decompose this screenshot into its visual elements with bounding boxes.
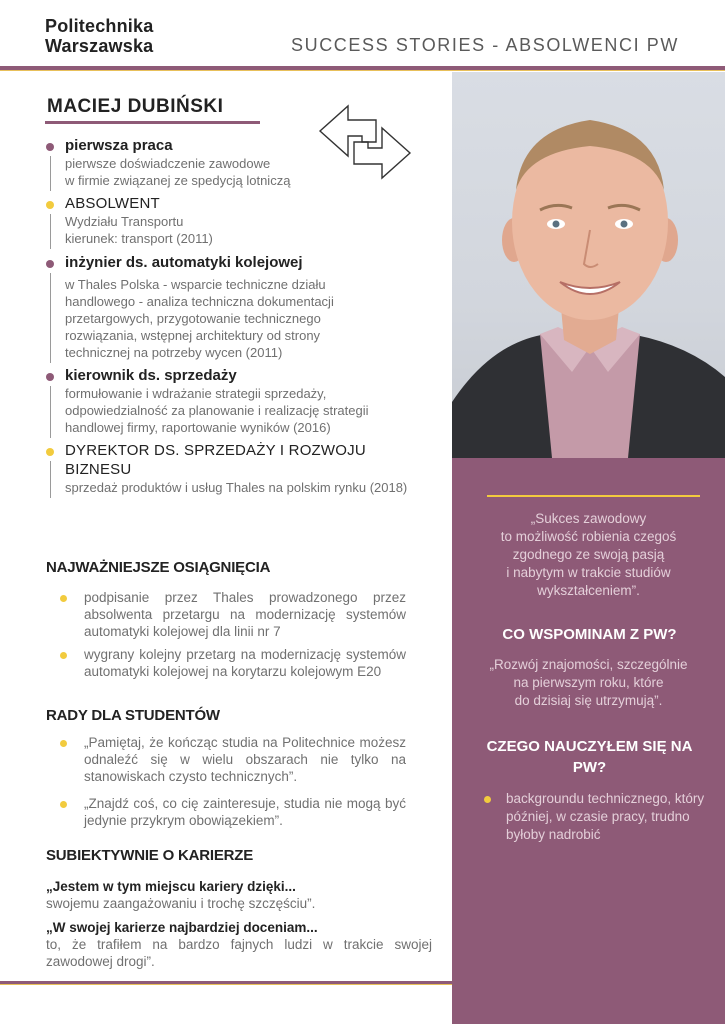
bullet-dot <box>60 801 67 808</box>
quote-line: zgodnego ze swoją pasją <box>512 547 665 562</box>
timeline-dot <box>46 143 54 151</box>
subjective-question: „Jestem w tym miejscu kariery dzięki... <box>46 879 296 894</box>
list-item <box>484 790 714 844</box>
timeline-desc <box>65 155 441 189</box>
career-timeline <box>46 136 441 501</box>
timeline-desc-line: pierwsze doświadczenie zawodowe <box>65 156 271 171</box>
timeline-desc-line: kierunek: transport (2011) <box>65 231 213 246</box>
list-item <box>60 734 406 785</box>
list-item <box>60 589 406 640</box>
quote-line: wykształceniem”. <box>537 583 640 598</box>
list-item <box>60 646 406 680</box>
timeline-desc-line: Wydziału Transportu <box>65 214 184 229</box>
learned-heading: CZEGO NAUCZYŁEM SIĘ NA PW? <box>486 738 693 776</box>
timeline-title: DYREKTOR DS. SPRZEDAŻY I ROZWOJU BIZNESU <box>65 442 366 478</box>
list-item-text: backgroundu technicznego, który później, w czasie pracy, trudno byłoby nadrobić <box>506 791 705 842</box>
quote-line: na pierwszym roku, które <box>513 675 664 690</box>
timeline-desc: w Thales Polska - wsparcie techniczne działu handlowego - analiza techniczna dokumentacji przetargowych, przygotowanie technicznego rozwiązania, wstępnej architektury od strony technicznej na potrzeby wycen (2011) <box>65 277 334 360</box>
timeline-dot <box>46 260 54 268</box>
advice-heading: RADY DLA STUDENTÓW <box>46 707 220 724</box>
timeline-title: pierwsza praca <box>65 137 173 154</box>
list-item-text: „Znajdź coś, co cię zainteresuje, studia nie mogą być jedynie przykrym obowiązekiem”. <box>84 796 406 828</box>
name-underline <box>45 121 260 124</box>
subjective-question: „W swojej karierze najbardziej doceniam... <box>46 920 318 935</box>
page-header-title: SUCCESS STORIES - ABSOLWENCI PW <box>291 35 679 55</box>
timeline-item <box>46 253 441 361</box>
subjective-heading: SUBIEKTYWNIE O KARIERZE <box>46 847 254 864</box>
logo-line1: Politechnika <box>45 16 154 36</box>
achievements-heading: NAJWAŻNIEJSZE OSIĄGNIĘCIA <box>46 559 271 576</box>
achievements-list <box>60 589 406 686</box>
timeline-desc-line: w firmie związanej ze spedycją lotniczą <box>65 173 291 188</box>
success-quote <box>470 510 707 600</box>
timeline-desc <box>65 213 441 247</box>
learned-list <box>484 790 714 844</box>
timeline-title: kierownik ds. sprzedaży <box>65 367 237 384</box>
advice-list <box>60 734 406 835</box>
quote-line: do dzisiaj się utrzymują”. <box>514 693 663 708</box>
timeline-dot <box>46 373 54 381</box>
quote-line: i nabytym w trakcie studiów <box>506 565 671 580</box>
timeline-desc: formułowanie i wdrażanie strategii sprzedaży, odpowiedzialność za planowanie i realizację strategii handlowej firmy, raportowanie wyników (2016) <box>65 386 369 435</box>
logo-line2: Warszawska <box>45 36 154 56</box>
portrait-photo <box>452 72 725 458</box>
bullet-dot <box>484 796 491 803</box>
subjective-answer: swojemu zaangażowaniu i trochę szczęściu”. <box>46 896 316 911</box>
timeline-item <box>46 366 441 436</box>
quote-line: „Sukces zawodowy <box>530 511 647 526</box>
person-name: MACIEJ DUBIŃSKI <box>47 96 224 117</box>
quote-line: „Rozwój znajomości, szczególnie <box>489 657 688 672</box>
timeline-dot <box>46 201 54 209</box>
subjective-answer: to, że trafiłem na bardzo fajnych ludzi w trakcie swojej zawodowej drogi”. <box>46 937 432 969</box>
portrait-illustration <box>452 72 725 458</box>
subjective-block <box>46 878 432 977</box>
bullet-dot <box>60 652 67 659</box>
header-divider-accent <box>0 70 725 71</box>
list-item-text: wygrany kolejny przetarg na modernizację systemów automatyki kolejowej na korytarzu kolejowym E20 <box>84 647 406 679</box>
footer-divider-accent <box>0 984 452 985</box>
timeline-desc: sprzedaż produktów i usług Thales na polskim rynku (2018) <box>65 480 408 495</box>
timeline-item <box>46 441 441 496</box>
panel-accent-line <box>487 495 700 497</box>
timeline-title: ABSOLWENT <box>65 195 160 212</box>
list-item <box>60 795 406 829</box>
timeline-item <box>46 194 441 247</box>
timeline-item <box>46 136 441 189</box>
remember-heading: CO WSPOMINAM Z PW? <box>502 626 677 643</box>
timeline-dot <box>46 448 54 456</box>
bullet-dot <box>60 740 67 747</box>
university-logo <box>45 16 153 56</box>
remember-quote <box>470 656 707 710</box>
timeline-title: inżynier ds. automatyki kolejowej <box>65 254 303 271</box>
list-item-text: „Pamiętaj, że kończąc studia na Politechnice możesz odnaleźć się w wielu obszarach nie tylko na stanowiskach czysto technicznych”. <box>84 735 406 784</box>
list-item-text: podpisanie przez Thales prowadzonego przez absolwenta przetargu na modernizację systemów automatyki kolejowej dla linii nr 7 <box>84 590 406 639</box>
quote-line: to możliwość robienia czegoś <box>500 529 677 544</box>
bullet-dot <box>60 595 67 602</box>
